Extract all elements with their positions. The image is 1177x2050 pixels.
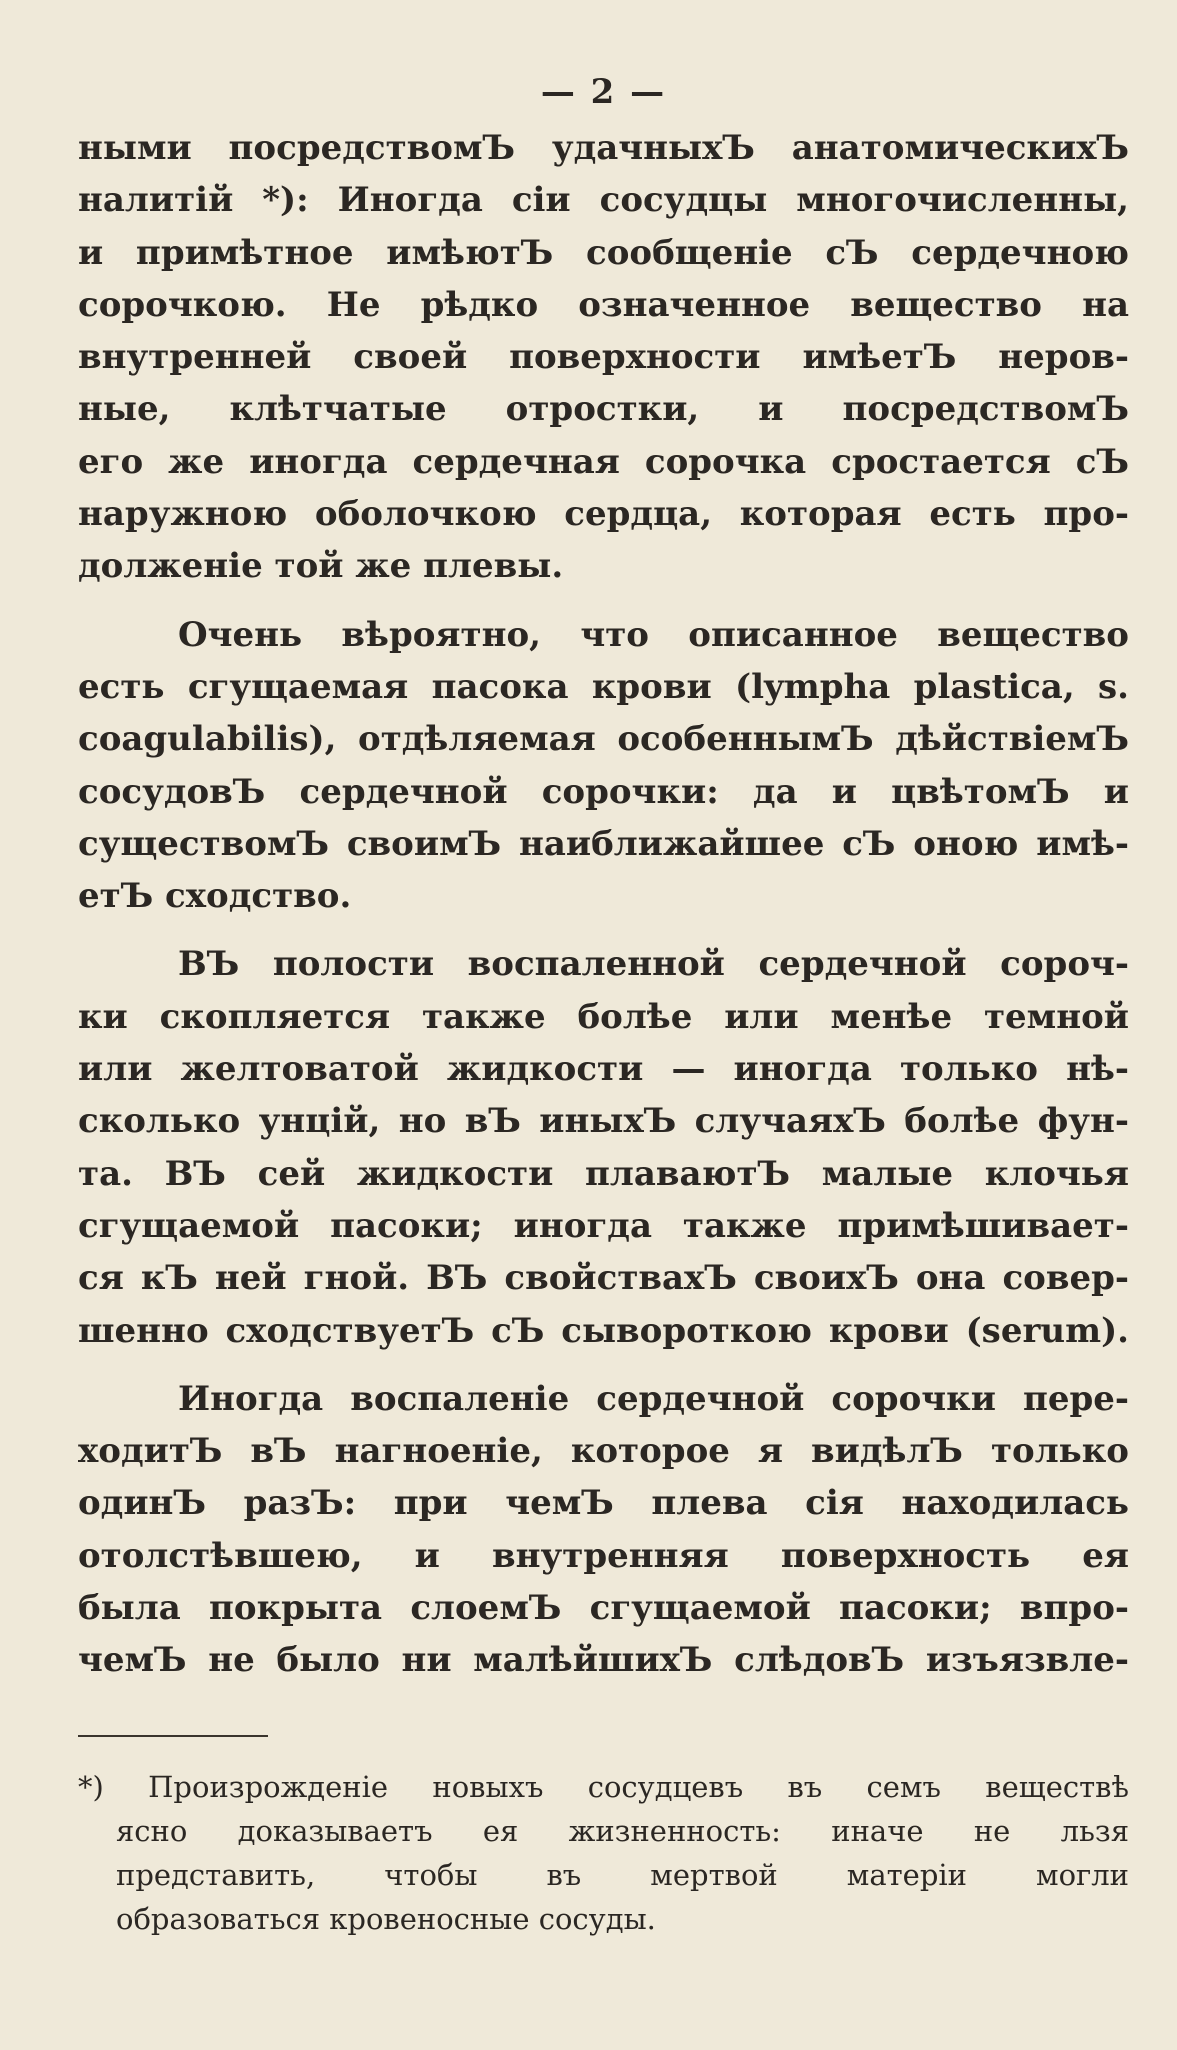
paragraph-2 bbox=[78, 609, 1129, 923]
text-line: Очень вѣроятно, что описанное вещество bbox=[178, 614, 1129, 655]
paragraph-1 bbox=[78, 122, 1129, 593]
text-line: есть сгущаемая пасока крови (lympha plastica, s. bbox=[78, 666, 1129, 707]
footnote-line: ясно доказываетъ ея жизненность: иначе не льзя bbox=[116, 1813, 1129, 1848]
text-line: и примѣтное имѣютЪ сообщеніе сЪ сердечною bbox=[78, 232, 1129, 273]
text-line: ными посредствомЪ удачныхЪ анатомическихЪ bbox=[78, 128, 1129, 168]
text-line: сгущаемой пасоки; иногда также примѣшивает- bbox=[78, 1205, 1129, 1246]
text-line: ся кЪ ней гной. ВЪ свойствахЪ своихЪ она совер- bbox=[78, 1258, 1129, 1299]
footnote-line: *) Произрожденіе новыхъ сосудцевъ въ семъ веществѣ bbox=[78, 1769, 1129, 1804]
text-line: шенно сходствуетЪ сЪ сывороткою крови (serum). bbox=[78, 1310, 1129, 1351]
footnote-divider bbox=[78, 1735, 268, 1737]
text-line: ки скопляется также болѣе или менѣе темной bbox=[78, 996, 1129, 1037]
footnote-line: представить, чтобы въ мертвой матеріи могли bbox=[116, 1857, 1129, 1892]
text-line: отолстѣвшею, и внутренняя поверхность ея bbox=[78, 1535, 1129, 1576]
paragraph-3 bbox=[78, 938, 1129, 1356]
text-line: наружною оболочкою сердца, которая есть про- bbox=[78, 494, 1129, 535]
text-line: coagulabilis), отдѣляемая особеннымЪ дѣйствіемЪ bbox=[78, 719, 1129, 760]
text-line: одинЪ разЪ: при чемЪ плева сія находилась bbox=[78, 1483, 1129, 1524]
paragraph-4 bbox=[78, 1373, 1129, 1687]
text-line: налитій *): Иногда сіи сосудцы многочисленны, bbox=[78, 180, 1129, 221]
text-line: Иногда воспаленіе сердечной сорочки пере- bbox=[178, 1378, 1129, 1419]
text-line: етЪ сходство. bbox=[78, 876, 352, 917]
text-line: ходитЪ вЪ нагноеніе, которое я видѣлЪ только bbox=[78, 1431, 1129, 1472]
text-line: сколько унцій, но вЪ иныхЪ случаяхЪ болѣе фун- bbox=[78, 1101, 1129, 1142]
text-line: его же иногда сердечная сорочка сростается сЪ bbox=[78, 441, 1129, 482]
text-line: или желтоватой жидкости — иногда только нѣ- bbox=[78, 1049, 1129, 1090]
text-line: ные, клѣтчатые отростки, и посредствомЪ bbox=[78, 389, 1129, 430]
text-line: была покрыта слоемЪ сгущаемой пасоки; впро- bbox=[78, 1588, 1129, 1629]
text-line: ВЪ полости воспаленной сердечной сороч- bbox=[178, 944, 1129, 985]
text-line: сорочкою. Не рѣдко означенное вещество на bbox=[78, 284, 1129, 325]
text-line: сосудовЪ сердечной сорочки: да и цвѣтомЪ и bbox=[78, 771, 1129, 812]
page-number: — 2 — bbox=[540, 72, 667, 112]
text-line: та. ВЪ сей жидкости плаваютЪ малые клочья bbox=[78, 1153, 1129, 1194]
text-line: чемЪ не было ни малѣйшихЪ слѣдовЪ изъязвле- bbox=[78, 1640, 1129, 1681]
footnote-line: образоваться кровеносные сосуды. bbox=[116, 1901, 656, 1936]
text-line: долженіе той же плевы. bbox=[78, 546, 564, 587]
footnote bbox=[78, 1765, 1129, 1941]
text-line: существомЪ своимЪ наиближайшее сЪ оною имѣ- bbox=[78, 823, 1129, 864]
text-line: внутренней своей поверхности имѣетЪ неров- bbox=[78, 337, 1129, 378]
